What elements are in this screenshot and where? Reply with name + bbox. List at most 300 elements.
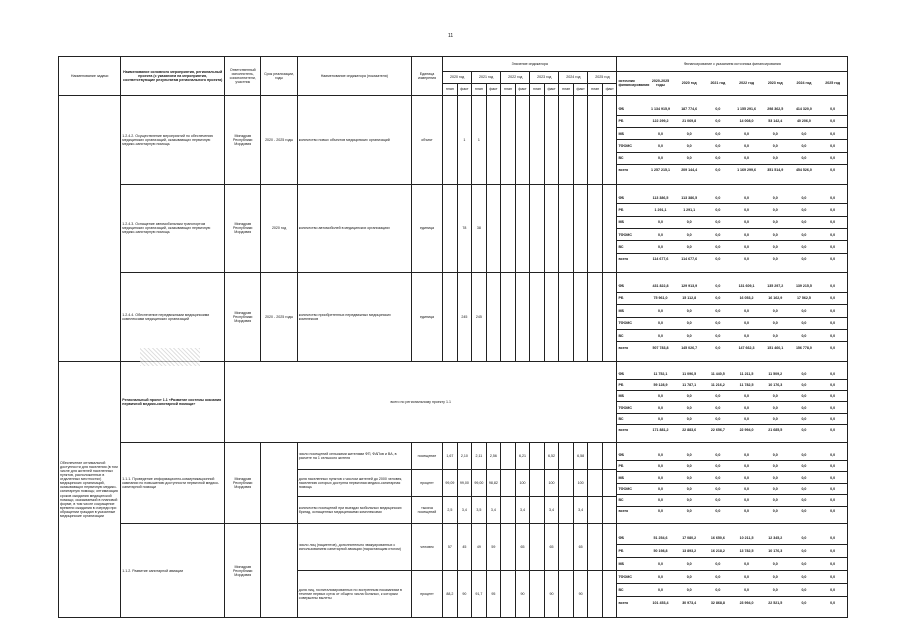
project-row: [59, 361, 848, 442]
fin-value: 0,0: [818, 533, 847, 545]
fin-value: 0,0: [818, 104, 847, 115]
fin-value: 53 142,4: [761, 115, 790, 127]
fin-value: 113 386,5: [675, 192, 704, 203]
fin-value: 40 206,0: [790, 115, 819, 127]
fin-value: 0,0: [830, 428, 836, 433]
event-unit: посещение: [411, 443, 442, 470]
fin-value: 0,0: [704, 584, 733, 597]
fin-value: 0,0: [801, 428, 807, 433]
plan-fact-label: план: [443, 83, 458, 95]
fin-value: 0,0: [675, 450, 704, 460]
indicator-value: [602, 273, 617, 362]
fin-value: 0,0: [818, 192, 847, 203]
fin-source: МБ: [617, 216, 646, 228]
finance-block: [617, 96, 848, 185]
plan-fact-label: план: [501, 83, 516, 95]
fin-value: 0,0: [732, 413, 761, 424]
fin-value: 1 134 915,9: [646, 104, 675, 115]
fin-value: 14 008,0: [732, 115, 761, 127]
fin-value: 0,0: [772, 509, 778, 514]
fin-value: 0,0: [704, 571, 733, 584]
fin-source: РБ: [617, 461, 646, 472]
fin-value: 0,0: [761, 228, 790, 240]
fin-source: РБ: [617, 379, 646, 390]
fin-value: 507 783,8: [652, 345, 669, 350]
fin-value: 0,0: [732, 192, 761, 203]
fin-value: 0,0: [818, 241, 847, 253]
fin-value: 0,0: [732, 127, 761, 139]
fin-value: 0,0: [761, 329, 790, 341]
fin-source: ТФОМС: [617, 140, 646, 152]
fin-value: 0,0: [704, 413, 733, 424]
fin-value: 351 514,9: [767, 168, 784, 173]
event-unit: процент: [411, 470, 442, 497]
fin-value: 0,0: [732, 495, 761, 506]
fin-value: 298 362,5: [761, 104, 790, 115]
fin-value: 0,0: [790, 152, 819, 164]
fin-value: 0,0: [830, 168, 836, 173]
indicator-value: [573, 184, 588, 273]
fin-source-header: источник финансирования: [618, 79, 650, 88]
fin-value: 0,0: [790, 571, 819, 584]
indicator-value: [501, 571, 516, 618]
event-unit: человек: [411, 524, 442, 571]
fin-value: 0,0: [818, 391, 847, 402]
fin-source: всего: [618, 600, 629, 605]
indicator-value: 2,11: [472, 443, 487, 470]
header-values: Значение индикатора: [443, 57, 617, 72]
indicator-value: [588, 470, 603, 497]
fin-value: 0,0: [818, 127, 847, 139]
fin-value: 0,0: [732, 241, 761, 253]
indicator-value: [501, 470, 516, 497]
fin-value: 0,0: [761, 216, 790, 228]
event-indicator: количество посещений при выездах мобильных медицинских бригад, оснащенных медицинскими комплексами: [297, 497, 411, 524]
event-unit: объект: [411, 96, 442, 185]
fin-source: всего: [618, 428, 629, 433]
plan-fact-label: факт: [457, 83, 472, 95]
indicator-value: 2,56: [486, 443, 501, 470]
fin-value: 147 662,3: [738, 345, 755, 350]
fin-source: ФБ: [617, 533, 646, 545]
fin-value: 0,0: [801, 509, 807, 514]
fin-value: 0,0: [675, 472, 704, 483]
indicator-value: [588, 273, 603, 362]
indicator-value: 65: [515, 524, 530, 571]
fin-value: 0,0: [761, 140, 790, 152]
fin-value: 0,0: [818, 292, 847, 304]
fin-value: 0,0: [790, 204, 819, 216]
fin-value: 0,0: [646, 584, 675, 597]
fin-source: ТФОМС: [617, 571, 646, 584]
fin-value: 0,0: [790, 413, 819, 424]
fin-value: 0,0: [790, 329, 819, 341]
fin-value: 139 215,5: [790, 281, 819, 292]
fin-value: 0,0: [830, 345, 836, 350]
fin-source: ФБ: [617, 281, 646, 292]
indicator-value: 3,4: [573, 497, 588, 524]
indicator-value: [559, 497, 574, 524]
fin-year-label: 2025 год: [825, 81, 841, 86]
fin-value: 129 913,9: [675, 281, 704, 292]
fin-value: 51 254,6: [646, 533, 675, 545]
fin-value: 114 677,6: [652, 256, 669, 261]
fin-value: 0,0: [818, 483, 847, 494]
fin-value: 0,0: [818, 228, 847, 240]
fin-value: 0,0: [675, 558, 704, 571]
fin-value: 0,0: [646, 391, 675, 402]
fin-value: 0,0: [646, 495, 675, 506]
fin-value: 0,0: [675, 140, 704, 152]
header-event: Наименование основного мероприятия, региональный проекта (с указанием на мероприятия, соответствующие результатам регионального проекта): [121, 57, 225, 96]
header-year: 2020 год: [443, 71, 472, 83]
fin-value: 0,0: [790, 545, 819, 558]
fin-value: 0,0: [646, 571, 675, 584]
fin-value: 0,0: [704, 152, 733, 164]
indicator-value: [602, 524, 617, 571]
indicator-value: 57: [443, 524, 458, 571]
fin-value: 0,0: [646, 483, 675, 494]
indicator-value: 1: [457, 96, 472, 185]
fin-value: 0,0: [646, 127, 675, 139]
fin-value: 0,0: [761, 305, 790, 317]
indicator-value: 99,00: [472, 470, 487, 497]
fin-value: 1 169 299,6: [737, 168, 757, 173]
fin-value: 0,0: [761, 391, 790, 402]
indicator-value: 98,82: [486, 470, 501, 497]
fin-value: 0,0: [790, 558, 819, 571]
fin-source: МБ: [617, 558, 646, 571]
indicator-value: 6,52: [544, 443, 559, 470]
fin-source: ТФОМС: [617, 228, 646, 240]
fin-value: 0,0: [818, 545, 847, 558]
indicator-row: [59, 524, 848, 571]
fin-value: 0,0: [732, 584, 761, 597]
indicator-value: [530, 273, 545, 362]
fin-value: 0,0: [646, 461, 675, 472]
indicator-value: 245: [472, 273, 487, 362]
header-year: 2021 год: [472, 71, 501, 83]
fin-value: 0,0: [818, 461, 847, 472]
fin-source: ТФОМС: [617, 402, 646, 413]
indicator-value: [588, 571, 603, 618]
header-finance: Финансирование с указанием источника финансирования: [617, 57, 848, 72]
fin-value: 0,0: [761, 402, 790, 413]
indicator-value: 65: [573, 524, 588, 571]
task-text: Обеспечение оптимальной доступности для населения (в том числе для жителей населенных пунктов, расположенных в отдаленных местностях) медицинских организаций, оказывающих первичную медико-санитарную помощь; оптимизация сроков ожидания медицинской помощи, оказываемой в плановой форме, в том числе сокращение времени ожидания в очереди при обращении граждан в указанные медицинские организации: [59, 361, 121, 617]
fin-value: 0,0: [790, 391, 819, 402]
fin-value: 0,0: [732, 558, 761, 571]
event-unit: процент: [411, 571, 442, 618]
fin-value: 11 787,1: [675, 379, 704, 390]
fin-value: 0,0: [818, 571, 847, 584]
fin-value: 16 650,6: [704, 533, 733, 545]
fin-value: 0,0: [818, 140, 847, 152]
event-executor: Минздрав Республики Мордовия: [225, 443, 261, 524]
fin-value: 0,0: [675, 317, 704, 329]
fin-value: 0,0: [818, 317, 847, 329]
indicator-value: 95: [486, 571, 501, 618]
fin-value: 0,0: [732, 317, 761, 329]
fin-value: 10 176,3: [761, 379, 790, 390]
fin-value: 0,0: [704, 317, 733, 329]
indicator-value: [588, 443, 603, 470]
fin-year-label: 2022 год: [739, 81, 754, 86]
fin-value: 0,0: [732, 391, 761, 402]
fin-value: 22 521,5: [768, 600, 783, 605]
fin-value: 11 096,5: [675, 369, 704, 379]
plan-fact-label: план: [472, 83, 487, 95]
fin-value: 0,0: [704, 241, 733, 253]
header-indicator: Наименование индикатора (показателя): [297, 57, 411, 96]
fin-value: 0,0: [761, 127, 790, 139]
fin-value: 454 526,0: [795, 168, 812, 173]
event-indicator: доля населенных пунктов с числом жителей до 2000 человек, населению которых доступна первичная медико-санитарная помощь: [297, 470, 411, 497]
indicator-value: [559, 443, 574, 470]
fin-value: 0,0: [704, 127, 733, 139]
fin-value: 0,0: [704, 495, 733, 506]
indicator-value: [530, 524, 545, 571]
fin-value: 0,0: [732, 461, 761, 472]
header-period: Срок реализации, годы: [261, 57, 297, 96]
event-executor: Минздрав Республики Мордовия: [225, 524, 261, 618]
fin-value: 0,0: [744, 256, 750, 261]
fin-value: 11 509,2: [761, 369, 790, 379]
event-executor: Минздрав Республики Мордовия: [225, 273, 261, 362]
plan-fact-label: план: [559, 83, 574, 95]
fin-year-label: 2020-2025 годы: [651, 79, 670, 88]
fin-value: 0,0: [704, 305, 733, 317]
fin-value: 0,0: [646, 402, 675, 413]
fin-value: 10 176,3: [761, 545, 790, 558]
fin-value: 12 345,2: [761, 533, 790, 545]
fin-value: 0,0: [790, 483, 819, 494]
plan-fact-label: факт: [486, 83, 501, 95]
fin-value: 0,0: [790, 402, 819, 413]
fin-source: ВС: [617, 495, 646, 506]
fin-year-label: 2021 год: [710, 81, 726, 86]
event-name: 1.2.4.2. Осуществление мероприятий по обеспечению медицинских организаций, оказывающих первичную медико-санитарную помощь: [121, 96, 225, 185]
fin-value: 0,0: [818, 450, 847, 460]
event-unit: единица: [411, 273, 442, 362]
indicator-value: [501, 443, 516, 470]
fin-value: 0,0: [732, 152, 761, 164]
fin-value: 23 994,0: [739, 600, 754, 605]
fin-value: 0,0: [646, 413, 675, 424]
indicator-value: 2,10: [457, 443, 472, 470]
fin-source: ФБ: [617, 104, 646, 115]
event-period: 2020 - 2025 годы: [261, 273, 297, 362]
indicator-value: [544, 96, 559, 185]
fin-value: 0,0: [732, 402, 761, 413]
event-name: 1.1.1. Проведение информационно-коммуникационной кампании по повышению доступности первичной медико-санитарной помощи: [121, 443, 225, 524]
indicator-value: [559, 470, 574, 497]
fin-value: 0,0: [704, 483, 733, 494]
fin-value: 0,0: [675, 241, 704, 253]
fin-value: 15 112,8: [675, 292, 704, 304]
fin-value: 0,0: [818, 152, 847, 164]
fin-value: 0,0: [761, 450, 790, 460]
fin-value: 209 144,4: [681, 168, 698, 173]
indicator-value: [544, 184, 559, 273]
fin-value: 0,0: [646, 317, 675, 329]
indicator-value: [486, 184, 501, 273]
indicator-value: [602, 96, 617, 185]
fin-value: 0,0: [704, 140, 733, 152]
fin-value: 0,0: [790, 241, 819, 253]
event-indicator: количество новых объектов медицинских организаций: [297, 96, 411, 185]
fin-source: ТФОМС: [617, 483, 646, 494]
event-indicator: число посещений сельскими жителями ФП, ФАПов и ВА, в расчете на 1 сельского жителя: [297, 443, 411, 470]
plan-fact-label: факт: [515, 83, 530, 95]
fin-value: 11 752,1: [646, 369, 675, 379]
plan-fact-label: план: [588, 83, 603, 95]
indicator-value: 49: [472, 524, 487, 571]
fin-value: 0,0: [818, 369, 847, 379]
fin-value: 0,0: [646, 216, 675, 228]
indicator-value: 2,5: [443, 497, 458, 524]
fin-value: 0,0: [790, 192, 819, 203]
fin-value: 1 291,1: [675, 204, 704, 216]
fin-value: 11 211,5: [732, 369, 761, 379]
fin-value: 0,0: [830, 509, 836, 514]
fin-value: 0,0: [675, 228, 704, 240]
fin-value: 0,0: [704, 204, 733, 216]
indicator-value: [544, 273, 559, 362]
indicator-value: [602, 497, 617, 524]
fin-value: 431 822,8: [646, 281, 675, 292]
fin-value: 0,0: [646, 329, 675, 341]
fin-value: 0,0: [675, 495, 704, 506]
fin-value: 0,0: [818, 216, 847, 228]
fin-source: РБ: [617, 115, 646, 127]
fin-value: 0,0: [761, 483, 790, 494]
indicator-value: [559, 571, 574, 618]
fin-source: ФБ: [617, 369, 646, 379]
fin-source: всего: [618, 256, 629, 261]
fin-value: 75 961,0: [646, 292, 675, 304]
fin-value: 0,0: [675, 461, 704, 472]
event-executor: Минздрав Республики Мордовия: [225, 96, 261, 185]
fin-year-header: [617, 71, 848, 95]
fin-value: 0,0: [704, 329, 733, 341]
fin-value: 0,0: [790, 584, 819, 597]
indicator-value: 78: [457, 184, 472, 273]
fin-value: 1 155 291,6: [732, 104, 761, 115]
fin-value: 0,0: [732, 204, 761, 216]
indicator-value: [588, 184, 603, 273]
fin-year-label: 2023 год: [767, 81, 783, 86]
indicator-value: 91,7: [472, 571, 487, 618]
indicator-value: 65: [544, 524, 559, 571]
indicator-value: 6,58: [573, 443, 588, 470]
fin-value: 0,0: [801, 256, 807, 261]
indicator-value: 88,2: [443, 571, 458, 618]
fin-value: 0,0: [732, 228, 761, 240]
fin-value: 0,0: [675, 305, 704, 317]
fin-source: МБ: [617, 391, 646, 402]
indicator-value: [530, 497, 545, 524]
fin-value: 17 080,2: [675, 533, 704, 545]
fin-value: 0,0: [801, 600, 807, 605]
indicator-value: [559, 96, 574, 185]
fin-source: ВС: [617, 152, 646, 164]
indicator-value: [530, 184, 545, 273]
indicator-value: 3,5: [472, 497, 487, 524]
indicator-value: [443, 96, 458, 185]
fin-value: 0,0: [744, 509, 750, 514]
fin-value: 0,0: [675, 127, 704, 139]
indicator-value: 45: [457, 524, 472, 571]
fin-value: 0,0: [818, 281, 847, 292]
header-year: 2023 год: [530, 71, 559, 83]
fin-value: 0,0: [761, 584, 790, 597]
fin-value: 0,0: [646, 472, 675, 483]
event-executor: Минздрав Республики Мордовия: [225, 184, 261, 273]
fin-value: 0,0: [790, 216, 819, 228]
fin-year-label: 2020 год: [681, 81, 697, 86]
fin-source: ТФОМС: [617, 317, 646, 329]
fin-source: МБ: [617, 127, 646, 139]
fin-value: 0,0: [704, 281, 733, 292]
fin-value: 0,0: [790, 461, 819, 472]
fin-value: 0,0: [715, 256, 721, 261]
indicator-value: [588, 497, 603, 524]
indicator-value: [443, 273, 458, 362]
fin-value: 0,0: [715, 168, 721, 173]
fin-value: 0,0: [675, 152, 704, 164]
event-indicator: количество автомобилей в медицинских организациях: [297, 184, 411, 273]
indicator-value: [602, 443, 617, 470]
fin-value: 0,0: [704, 216, 733, 228]
fin-source: РБ: [617, 204, 646, 216]
indicator-value: [530, 470, 545, 497]
event-name: 1.1.2. Развитие санитарной авиации: [121, 524, 225, 618]
fin-source: ФБ: [617, 192, 646, 203]
fin-value: 0,0: [790, 140, 819, 152]
indicator-value: [486, 96, 501, 185]
fin-value: 0,0: [818, 305, 847, 317]
event-name: 1.2.4.3. Оснащение автомобильным транспортом медицинских организаций, оказывающих первичную медико-санитарную помощь: [121, 184, 225, 273]
fin-value: 0,0: [761, 241, 790, 253]
fin-value: 50 198,8: [646, 545, 675, 558]
fin-value: 13 782,5: [732, 545, 761, 558]
fin-value: 187 774,6: [675, 104, 704, 115]
fin-source: РБ: [617, 292, 646, 304]
fin-value: 0,0: [732, 140, 761, 152]
project-total-label: всего по региональному проекту 1.1: [225, 361, 617, 442]
fin-source: РБ: [617, 545, 646, 558]
indicator-value: [588, 524, 603, 571]
indicator-value: [530, 443, 545, 470]
fin-value: 156 778,0: [795, 345, 812, 350]
indicator-value: [559, 184, 574, 273]
indicator-value: 3,4: [544, 497, 559, 524]
finance-block: [617, 273, 848, 362]
header-executor: Ответственный исполнитель, соисполнители, участник: [225, 57, 261, 96]
indicator-value: 90: [515, 571, 530, 618]
indicator-value: [515, 273, 530, 362]
fin-value: 135 297,2: [761, 281, 790, 292]
fin-source: ФБ: [617, 450, 646, 460]
fin-source: всего: [618, 509, 629, 514]
plan-fact-label: факт: [573, 83, 588, 95]
fin-value: 0,0: [704, 192, 733, 203]
fin-value: 0,0: [646, 228, 675, 240]
fin-value: 21 069,8: [675, 115, 704, 127]
fin-value: 0,0: [818, 204, 847, 216]
fin-value: 0,0: [675, 571, 704, 584]
